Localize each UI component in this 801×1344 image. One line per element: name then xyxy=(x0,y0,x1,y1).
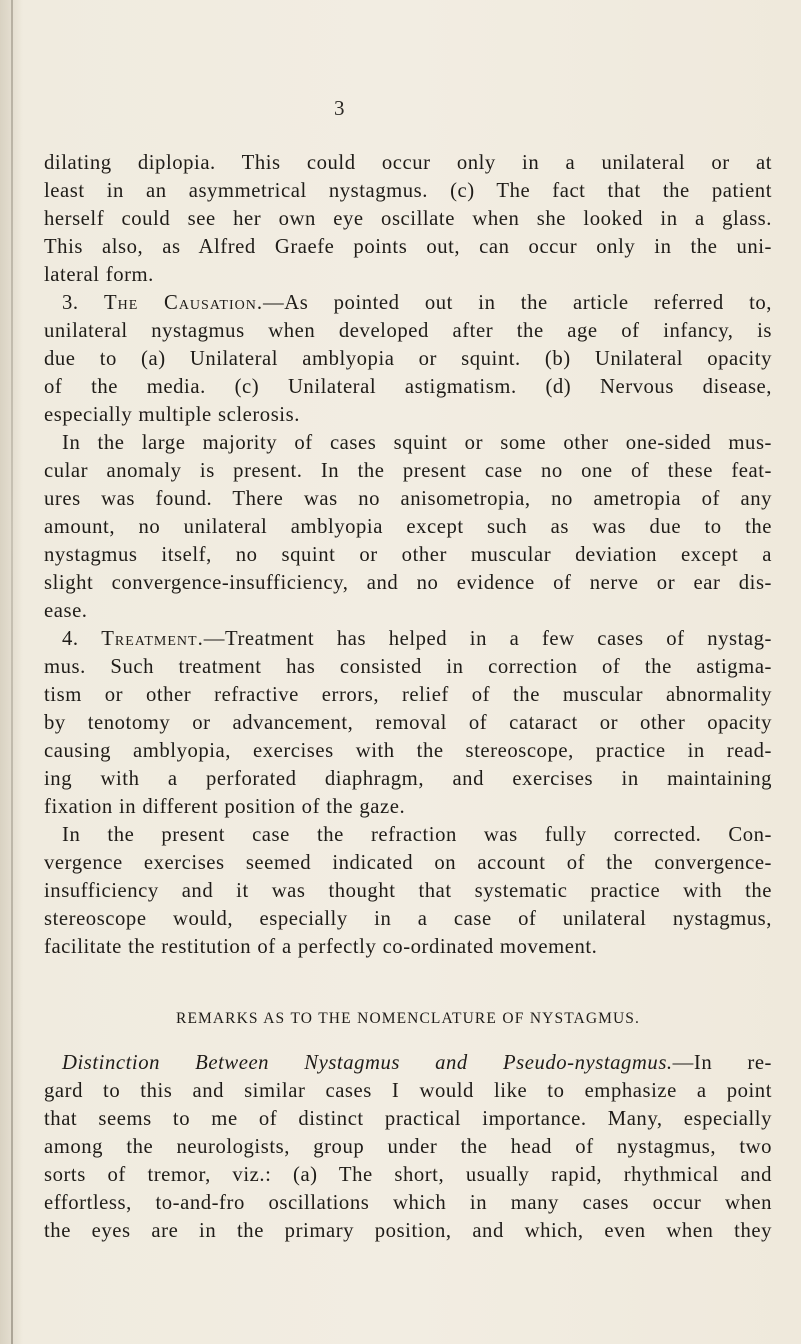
text-line: by tenotomy or advancement, removal of cataract or other opacity xyxy=(44,712,772,734)
text-line: due to (a) Unilateral amblyopia or squint. (b) Unilateral opacity xyxy=(44,348,772,370)
text-line: —As pointed out in the article referred to, xyxy=(263,292,772,314)
text-line: lateral form. xyxy=(44,264,154,286)
remarks-heading: REMARKS AS TO THE NOMENCLATURE OF NYSTAGMUS. xyxy=(176,1010,640,1027)
text-line: the eyes are in the primary position, and which, even when they xyxy=(44,1220,772,1242)
text-line: nystagmus itself, no squint or other muscular deviation except a xyxy=(44,544,772,566)
text-line: especially multiple sclerosis. xyxy=(44,404,300,426)
section-number: 3. xyxy=(62,292,79,314)
section-spacer xyxy=(44,961,772,1005)
text-line: among the neurologists, group under the head of nystagmus, two xyxy=(44,1136,772,1158)
section-spacer xyxy=(44,1033,772,1049)
section-title: The Causation. xyxy=(103,292,263,314)
text-line: dilating diplopia. This could occur only in a unilateral or at xyxy=(44,152,772,174)
text-line: insufficiency and it was thought that systematic practice with the xyxy=(44,880,772,902)
text-line: herself could see her own eye oscillate when she looked in a glass. xyxy=(44,208,772,230)
section-title: Treatment. xyxy=(101,628,204,650)
text-line: slight convergence-insufficiency, and no evidence of nerve or ear dis- xyxy=(44,572,772,594)
text-line: ures was found. There was no anisometropia, no ametropia of any xyxy=(44,488,772,510)
text-line: sorts of tremor, viz.: (a) The short, usually rapid, rhythmical and xyxy=(44,1164,772,1186)
text-line: that seems to me of distinct practical importance. Many, especially xyxy=(44,1108,772,1130)
text-line: vergence exercises seemed indicated on account of the convergence- xyxy=(44,852,772,874)
text-line: In the present case the refraction was fully corrected. Con- xyxy=(62,824,772,846)
text-line: mus. Such treatment has consisted in correction of the astigma- xyxy=(44,656,772,678)
text-line: effortless, to-and-fro oscillations which in many cases occur when xyxy=(44,1192,772,1214)
text-line: ing with a perforated diaphragm, and exercises in maintaining xyxy=(44,768,772,790)
text-line: tism or other refractive errors, relief of the muscular abnormality xyxy=(44,684,772,706)
page-number: 3 xyxy=(334,96,345,120)
body-text xyxy=(44,149,772,1245)
text-line: least in an asymmetrical nystagmus. (c) The fact that the patient xyxy=(44,180,772,202)
text-line: cular anomaly is present. In the present case no one of these feat- xyxy=(44,460,772,482)
text-line: stereoscope would, especially in a case of unilateral nystagmus, xyxy=(44,908,772,930)
text-line: This also, as Alfred Graefe points out, can occur only in the uni- xyxy=(44,236,772,258)
text-line: In the large majority of cases squint or some other one-sided mus- xyxy=(62,432,772,454)
text-line: fixation in different position of the gaze. xyxy=(44,796,406,818)
text-line: facilitate the restitution of a perfectly co-ordinated movement. xyxy=(44,936,598,958)
text-line: amount, no unilateral amblyopia except such as was due to the xyxy=(44,516,772,538)
text-line: —Treatment has helped in a few cases of nystag- xyxy=(203,628,772,650)
text-line: unilateral nystagmus when developed after the age of infancy, is xyxy=(44,320,772,342)
section-number: 4. xyxy=(62,628,79,650)
distinction-heading-line xyxy=(44,1049,772,1077)
text-line: —In re- xyxy=(672,1052,772,1074)
distinction-title: Distinction Between Nystagmus and Pseudo-nystagmus. xyxy=(62,1052,673,1074)
treatment-heading-line xyxy=(44,625,772,653)
text-line: of the media. (c) Unilateral astigmatism. (d) Nervous disease, xyxy=(44,376,772,398)
causation-heading-line xyxy=(44,289,772,317)
binding-edge xyxy=(11,0,13,1344)
text-line: causing amblyopia, exercises with the stereoscope, practice in read- xyxy=(44,740,772,762)
text-line: ease. xyxy=(44,600,88,622)
text-line: gard to this and similar cases I would like to emphasize a point xyxy=(44,1080,772,1102)
